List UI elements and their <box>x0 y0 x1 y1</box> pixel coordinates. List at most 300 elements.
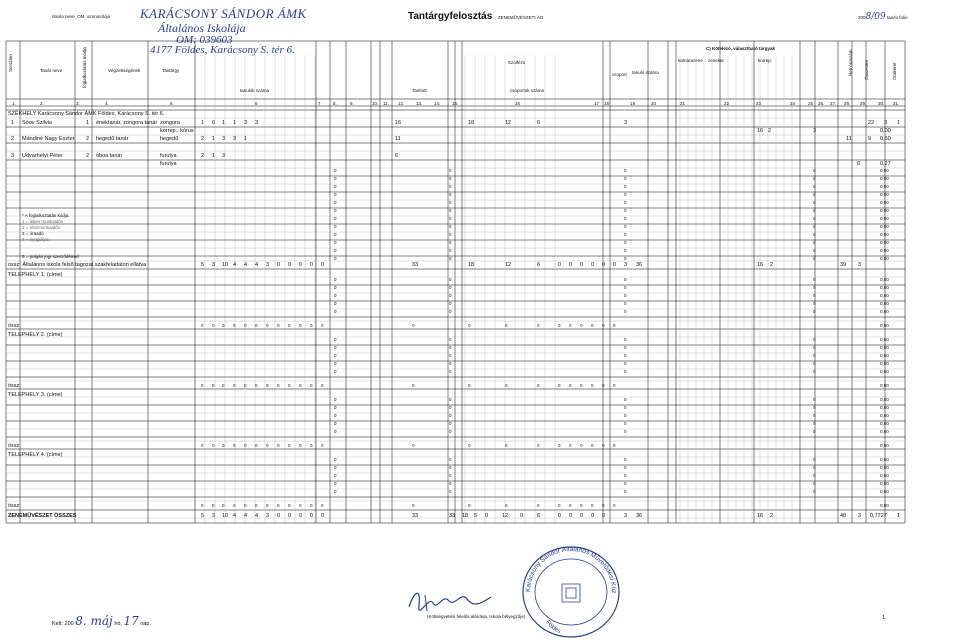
grand-b-7: 0 <box>558 513 562 519</box>
korrep-right-b: 0,00 <box>880 128 891 134</box>
zero-col-e-2: 0,00 <box>880 184 889 189</box>
zero-col-d-16: 0 <box>813 309 816 314</box>
zero-col-a-8: 0 <box>334 232 337 237</box>
column-number-26: 26. <box>818 101 825 106</box>
sum-site-3-csop-1: 0 <box>505 503 508 508</box>
column-number-24: 24 <box>790 101 796 106</box>
zero-col-c-14: 0 <box>624 293 627 298</box>
zero-col-b-19: 0 <box>449 353 452 358</box>
sum-site-0-a-4: 0 <box>244 323 247 328</box>
sum-site-1-csop-8: 0 <box>613 383 616 388</box>
sum-site-1-csop-1: 0 <box>505 383 508 388</box>
sum-site-3-right: 0,00 <box>880 503 889 508</box>
sum-main-a-5: 4 <box>255 262 259 268</box>
col-heti-oraszam: Heti óraszám <box>848 49 853 76</box>
zero-col-d-22: 0 <box>813 397 816 402</box>
zero-col-b-27: 0 <box>449 457 452 462</box>
sum-site-2-right: 0,00 <box>880 443 889 448</box>
sum-site-3-csop-4: 0 <box>569 503 572 508</box>
zero-col-b-1: 0 <box>449 176 452 181</box>
sum-site-1-right: 0,00 <box>880 383 889 388</box>
teacher-1-right-a: 3 <box>624 120 628 126</box>
column-number-31: 31. <box>893 101 900 106</box>
sum-main-a-1: 3 <box>212 262 216 268</box>
zero-col-c-17: 0 <box>624 337 627 342</box>
sum-site-0-a-5: 0 <box>255 323 258 328</box>
sum-site-3-csop-8: 0 <box>613 503 616 508</box>
sum-main-c: 3 <box>624 262 628 268</box>
grand-total: 33 <box>412 513 419 519</box>
zero-col-a-24: 0 <box>334 413 337 418</box>
sum-site-1-csop-5: 0 <box>580 383 583 388</box>
zero-col-c-2: 0 <box>624 184 627 189</box>
sum-site-2-csop-4: 0 <box>569 443 572 448</box>
column-number-7: 7 <box>318 101 321 106</box>
sum-site-1-a-1: 0 <box>212 383 215 388</box>
teacher-1-subject-1: zongora <box>160 120 180 126</box>
zero-col-b-2: 0 <box>449 184 452 189</box>
zero-col-d-5: 0 <box>813 208 816 213</box>
sum-site-0-csop-7: 0 <box>602 323 605 328</box>
zero-col-e-28: 0,00 <box>880 465 889 470</box>
grand-a-2: 10 <box>222 513 229 519</box>
sum-main-total: 33 <box>412 262 419 268</box>
sum-site-0-a-8: 0 <box>288 323 291 328</box>
zero-col-d-14: 0 <box>813 293 816 298</box>
teacher-2-count-4: 1 <box>244 136 248 142</box>
date-mid: hó, <box>114 621 122 627</box>
zero-col-b-31: 0 <box>449 489 452 494</box>
sum-site-0-csop-5: 0 <box>580 323 583 328</box>
zero-col-c-3: 0 <box>624 192 627 197</box>
zero-col-e-24: 0,00 <box>880 413 889 418</box>
sum-site-3-csop-6: 0 <box>591 503 594 508</box>
sum-site-2-csop-2: 0 <box>537 443 540 448</box>
sum-site-0-a-7: 0 <box>277 323 280 328</box>
sum-site-3-a-11: 0 <box>321 503 324 508</box>
teacher-2-count-1: 1 <box>212 136 216 142</box>
sum-site-2-csop-3: 0 <box>558 443 561 448</box>
zero-col-c-31: 0 <box>624 489 627 494</box>
column-number-8: 8. <box>333 101 337 106</box>
grand-b-8: 0 <box>569 513 573 519</box>
teacher-1-count-0: 1 <box>201 120 205 126</box>
grand-a-3: 4 <box>233 513 237 519</box>
zero-col-c-4: 0 <box>624 200 627 205</box>
grand-b-10: 0 <box>591 513 595 519</box>
zero-col-a-2: 0 <box>334 184 337 189</box>
sum-site-1-csop-6: 0 <box>591 383 594 388</box>
teacher-3-count-2: 3 <box>222 153 226 159</box>
zero-col-d-24: 0 <box>813 413 816 418</box>
teacher-3-total: 6 <box>395 153 399 159</box>
signature <box>405 585 495 615</box>
sum-site-0-total: 0 <box>412 323 415 328</box>
zero-col-b-4: 0 <box>449 200 452 205</box>
teacher-1-total: 16 <box>395 120 402 126</box>
grand-b-3: 0 <box>485 513 489 519</box>
grand-b-11: 0 <box>602 513 606 519</box>
zero-col-d-2: 0 <box>813 184 816 189</box>
teacher-1-group-a: 18 <box>468 120 475 126</box>
date-suffix: nap. <box>140 621 152 627</box>
sum-site-0-a-11: 0 <box>321 323 324 328</box>
column-number-22: 22 <box>724 101 730 106</box>
page-number: 1 <box>882 615 886 621</box>
col-tanar-neve: Tanár neve <box>40 68 63 73</box>
zero-col-d-7: 0 <box>813 224 816 229</box>
zero-col-c-9: 0 <box>624 240 627 245</box>
sum-site-1-csop-4: 0 <box>569 383 572 388</box>
korrep-value-b: 2 <box>768 128 772 134</box>
round-stamp <box>516 540 626 640</box>
teacher-2-right-c: 0,50 <box>880 136 891 142</box>
sum-site-3-a-6: 0 <box>266 503 269 508</box>
column-number-19: 19 <box>630 101 636 106</box>
zero-col-d-17: 0 <box>813 337 816 342</box>
date-day-handwritten: 17 <box>123 614 139 628</box>
legend-line-4: 4 = nyugdíjas <box>22 237 49 242</box>
sum-main-csop-3: 0 <box>558 262 562 268</box>
zero-col-b-8: 0 <box>449 232 452 237</box>
sum-main-a-11: 0 <box>321 262 325 268</box>
zero-col-e-15: 0,00 <box>880 301 889 306</box>
teacher-3-num: 3 <box>11 153 15 159</box>
zero-col-d-19: 0 <box>813 353 816 358</box>
sum-site-3-a-4: 0 <box>244 503 247 508</box>
zero-col-e-13: 0,00 <box>880 285 889 290</box>
col-tanitott: Tanított <box>412 88 427 93</box>
zero-col-a-29: 0 <box>334 473 337 478</box>
zero-col-c-6: 0 <box>624 216 627 221</box>
col-kotelezo: C) Kötelező, választható tárgyak <box>706 46 776 51</box>
sum-site-1-csop-3: 0 <box>558 383 561 388</box>
grand-c: 3 <box>624 513 628 519</box>
sum-site-1-csop-7: 0 <box>602 383 605 388</box>
zero-col-d-1: 0 <box>813 176 816 181</box>
sum-site-2-a-10: 0 <box>310 443 313 448</box>
zero-col-e-26: 0,00 <box>880 429 889 434</box>
zero-col-a-26: 0 <box>334 429 337 434</box>
sum-site-3-csop-7: 0 <box>602 503 605 508</box>
zero-col-e-16: 0,00 <box>880 309 889 314</box>
teacher-3-count-0: 2 <box>201 153 205 159</box>
sum-site-2-csop-5: 0 <box>580 443 583 448</box>
zero-col-c-27: 0 <box>624 457 627 462</box>
zero-col-d-18: 0 <box>813 345 816 350</box>
grand-right-b: 3 <box>858 513 862 519</box>
zero-col-e-18: 0,00 <box>880 345 889 350</box>
sum-site-3-total: 0 <box>412 503 415 508</box>
telephely-4: TELEPHELY 4. (címe) <box>8 452 63 458</box>
zero-col-d-31: 0 <box>813 489 816 494</box>
sum-site-2-a-4: 0 <box>244 443 247 448</box>
teacher-1-group-c: 6 <box>537 120 541 126</box>
sum-site-2-csop-1: 0 <box>505 443 508 448</box>
zero-col-a-25: 0 <box>334 421 337 426</box>
sum-site-2-a-6: 0 <box>266 443 269 448</box>
school-label: Iskola neve, OM. azonosítója <box>52 14 111 19</box>
grand-right-c: 0,7727 <box>870 513 887 519</box>
year-handwritten: 8/09 <box>865 12 886 22</box>
sum-site-1-a-2: 0 <box>222 383 225 388</box>
sum-site-3-a-0: 0 <box>201 503 204 508</box>
sum-site-2-a-8: 0 <box>288 443 291 448</box>
sum-site-2-a-5: 0 <box>255 443 258 448</box>
teacher-2-count-2: 3 <box>222 136 226 142</box>
zero-col-b-12: 0 <box>449 277 452 282</box>
zero-col-c-1: 0 <box>624 176 627 181</box>
sum-site-3-a-5: 0 <box>255 503 258 508</box>
teacher-3-right-a: 6 <box>857 161 861 167</box>
zero-col-a-3: 0 <box>334 192 337 197</box>
teacher-3-name: Udvarhelyi Péter <box>22 153 63 159</box>
zero-col-a-6: 0 <box>334 216 337 221</box>
column-number-16: 16 <box>515 101 521 106</box>
sum-site-1-a-10: 0 <box>310 383 313 388</box>
zero-col-b-16: 0 <box>449 309 452 314</box>
sum-site-0-a-3: 0 <box>233 323 236 328</box>
teacher-1-count-4: 3 <box>244 120 248 126</box>
zero-col-c-13: 0 <box>624 285 627 290</box>
sum-site-2-a-2: 0 <box>222 443 225 448</box>
sum-site-2-csop-6: 0 <box>591 443 594 448</box>
sum-site-1-a-7: 0 <box>277 383 280 388</box>
zero-col-a-17: 0 <box>334 337 337 342</box>
sum-site-1-a-6: 0 <box>266 383 269 388</box>
date-prefix: Kelt: 200 <box>52 621 74 627</box>
zero-col-c-16: 0 <box>624 309 627 314</box>
sum-site-1-csop-2: 0 <box>537 383 540 388</box>
teacher-3-subject-1: furulya <box>160 153 177 159</box>
zero-col-d-26: 0 <box>813 429 816 434</box>
sum-main-a-0: 5 <box>201 262 205 268</box>
zero-col-c-0: 0 <box>624 168 627 173</box>
zero-col-b-10: 0 <box>449 248 452 253</box>
sum-label-2: össz: <box>8 383 21 389</box>
teacher-1-right-b: 22 <box>868 120 875 126</box>
sum-site-1-a-4: 0 <box>244 383 247 388</box>
grand-b-2: 5 <box>474 513 478 519</box>
teacher-2-subject-1: hegedű <box>160 136 179 142</box>
sum-main-a-4: 4 <box>244 262 248 268</box>
zero-col-b-18: 0 <box>449 345 452 350</box>
zero-col-a-30: 0 <box>334 481 337 486</box>
korrep-value-a: 16 <box>757 128 764 134</box>
sum-main-csop-6: 0 <box>591 262 595 268</box>
column-number-13: 13. <box>416 101 423 106</box>
grand-a-4: 4 <box>244 513 248 519</box>
sum-main-csop-7: 0 <box>602 262 606 268</box>
legend-line-5: 5 = polgári jogi szerződéssel <box>22 254 79 259</box>
sum-label-3: össz: <box>8 443 21 449</box>
zero-col-b-5: 0 <box>449 208 452 213</box>
zero-col-c-30: 0 <box>624 481 627 486</box>
teacher-2-name: Mándiné Nagy Eszter <box>22 136 75 142</box>
column-number-18: 18 <box>604 101 610 106</box>
korrep-right-a: 3 <box>813 128 817 134</box>
legend-title: * A foglalkoztatás kódja: <box>22 213 70 218</box>
sum-site-3-csop-0: 0 <box>468 503 471 508</box>
year-suffix: tanév <box>887 15 899 20</box>
sum-site-2-a-3: 0 <box>233 443 236 448</box>
column-number-21: 21 <box>680 101 686 106</box>
col-zenekar: zenekar <box>708 58 725 63</box>
zero-col-b-20: 0 <box>449 361 452 366</box>
zero-col-c-18: 0 <box>624 345 627 350</box>
col-csoportok-szama: csoportok száma <box>510 88 545 93</box>
zero-col-e-4: 0,00 <box>880 200 889 205</box>
sum-site-0-csop-6: 0 <box>591 323 594 328</box>
zero-col-e-22: 0,00 <box>880 397 889 402</box>
grand-b-0: 33 <box>449 513 456 519</box>
sum-label-main: ossz: Általános iskola felső tagozat szakfeladaton ellátva <box>8 262 147 268</box>
teacher-1-count-5: 3 <box>255 120 259 126</box>
sum-site-2-a-7: 0 <box>277 443 280 448</box>
zero-col-a-7: 0 <box>334 224 337 229</box>
zero-col-c-15: 0 <box>624 301 627 306</box>
zero-col-d-9: 0 <box>813 240 816 245</box>
svg-text:Földes <box>544 620 561 636</box>
zero-col-a-16: 0 <box>334 309 337 314</box>
zero-col-a-19: 0 <box>334 353 337 358</box>
col-korrep: korrep. <box>758 58 773 63</box>
sum-site-2-a-0: 0 <box>201 443 204 448</box>
telephely-2: TELEPHELY 2. (címe) <box>8 332 63 338</box>
sum-label-4: össz: <box>8 503 21 509</box>
zero-col-b-17: 0 <box>449 337 452 342</box>
teacher-1-right-c: 3 <box>884 120 888 126</box>
zero-col-a-14: 0 <box>334 293 337 298</box>
zero-col-d-25: 0 <box>813 421 816 426</box>
sum-site-0-a-0: 0 <box>201 323 204 328</box>
zero-col-e-27: 0,00 <box>880 457 889 462</box>
zero-col-d-20: 0 <box>813 361 816 366</box>
teacher-1-count-1: 6 <box>212 120 216 126</box>
zero-col-d-3: 0 <box>813 192 816 197</box>
stamp-om: OM: 039603 <box>176 34 233 46</box>
zero-col-c-26: 0 <box>624 429 627 434</box>
sum-site-0-a-10: 0 <box>310 323 313 328</box>
sum-site-2-a-9: 0 <box>299 443 302 448</box>
sum-main-korrep-2: 2 <box>770 262 774 268</box>
sum-site-1-a-11: 0 <box>321 383 324 388</box>
col-ora-hatar: Órakeret <box>892 62 897 80</box>
zero-col-c-20: 0 <box>624 361 627 366</box>
year-prefix: 200 <box>858 15 866 20</box>
zero-col-d-29: 0 <box>813 473 816 478</box>
zero-col-a-21: 0 <box>334 369 337 374</box>
sum-site-3-a-1: 0 <box>212 503 215 508</box>
col-szolfezs: Szolfézs <box>508 60 526 65</box>
column-number-1: 1. <box>12 101 16 106</box>
teacher-3-count-1: 1 <box>212 153 216 159</box>
sum-site-1-a-0: 0 <box>201 383 204 388</box>
zero-col-b-21: 0 <box>449 369 452 374</box>
sum-site-0-csop-8: 0 <box>613 323 616 328</box>
column-number-23: 23 <box>756 101 762 106</box>
grand-b-6: 6 <box>537 513 541 519</box>
grand-a-7: 0 <box>277 513 281 519</box>
zero-col-a-4: 0 <box>334 200 337 205</box>
grand-a-8: 0 <box>288 513 292 519</box>
column-number-27: 27. <box>830 101 837 106</box>
zero-col-b-14: 0 <box>449 293 452 298</box>
teacher-2-right-b: 9 <box>868 136 872 142</box>
column-number-10: 10. <box>372 101 379 106</box>
grand-b-1: 18 <box>462 513 469 519</box>
grand-d: 36 <box>636 513 643 519</box>
grand-b-4: 12 <box>502 513 509 519</box>
zero-col-e-7: 0,00 <box>880 224 889 229</box>
sum-site-0-csop-3: 0 <box>558 323 561 328</box>
teacher-1-right-d: 1 <box>897 120 901 126</box>
zero-col-e-30: 0,00 <box>880 481 889 486</box>
grand-a-6: 3 <box>266 513 270 519</box>
sum-site-2-a-1: 0 <box>212 443 215 448</box>
grand-right-a: 48 <box>840 513 847 519</box>
zero-col-d-4: 0 <box>813 200 816 205</box>
teacher-3-degree: oboa tanár <box>96 153 123 159</box>
column-number-30: 30. <box>878 101 885 106</box>
zero-col-b-3: 0 <box>449 192 452 197</box>
sum-site-2-csop-0: 0 <box>468 443 471 448</box>
teacher-2-mode: 2 <box>86 136 90 142</box>
zero-col-b-9: 0 <box>449 240 452 245</box>
footer-date <box>52 614 151 628</box>
zero-col-d-27: 0 <box>813 457 816 462</box>
zero-col-d-8: 0 <box>813 232 816 237</box>
zero-col-e-0: 0,00 <box>880 168 889 173</box>
zero-col-e-23: 0,00 <box>880 405 889 410</box>
grand-a-11: 0 <box>321 513 325 519</box>
zero-col-a-18: 0 <box>334 345 337 350</box>
zero-col-e-3: 0,00 <box>880 192 889 197</box>
teacher-1-name: Sóov Szilvia <box>22 120 52 126</box>
zero-col-e-21: 0,00 <box>880 369 889 374</box>
sum-main-a-3: 4 <box>233 262 237 268</box>
zero-col-b-30: 0 <box>449 481 452 486</box>
sum-site-3-a-8: 0 <box>288 503 291 508</box>
stamp-school-name: KARÁCSONY SÁNDOR ÁMK <box>140 6 307 21</box>
zero-col-a-5: 0 <box>334 208 337 213</box>
col-csoport: csoport <box>612 72 627 77</box>
column-number-3: 3. <box>76 101 80 106</box>
zero-col-d-13: 0 <box>813 285 816 290</box>
sum-site-2-a-11: 0 <box>321 443 324 448</box>
zero-col-d-28: 0 <box>813 465 816 470</box>
teacher-1-count-3: 1 <box>233 120 237 126</box>
sum-site-0-a-2: 0 <box>222 323 225 328</box>
zero-col-b-11: 0 <box>449 256 452 261</box>
grand-b-9: 0 <box>580 513 584 519</box>
grand-a-1: 3 <box>212 513 216 519</box>
teacher-2-degree: hegedű tanár <box>96 136 129 142</box>
teacher-3-mode: 2 <box>86 153 90 159</box>
legend-line-1: 1 = teljes munkaidős <box>22 219 64 224</box>
zero-col-a-31: 0 <box>334 489 337 494</box>
zero-col-d-12: 0 <box>813 277 816 282</box>
zero-col-e-11: 0,00 <box>880 256 889 261</box>
title-text: Tantárgyfelosztás <box>408 11 493 22</box>
teacher-1-num: 1 <box>11 120 15 126</box>
zero-col-d-21: 0 <box>813 369 816 374</box>
zero-col-a-11: 0 <box>334 256 337 261</box>
col-foglalkoztatas: foglalkoztatás módja <box>82 46 87 88</box>
column-number-25: 25 <box>808 101 814 106</box>
zero-col-b-28: 0 <box>449 465 452 470</box>
sum-site-3-a-3: 0 <box>233 503 236 508</box>
